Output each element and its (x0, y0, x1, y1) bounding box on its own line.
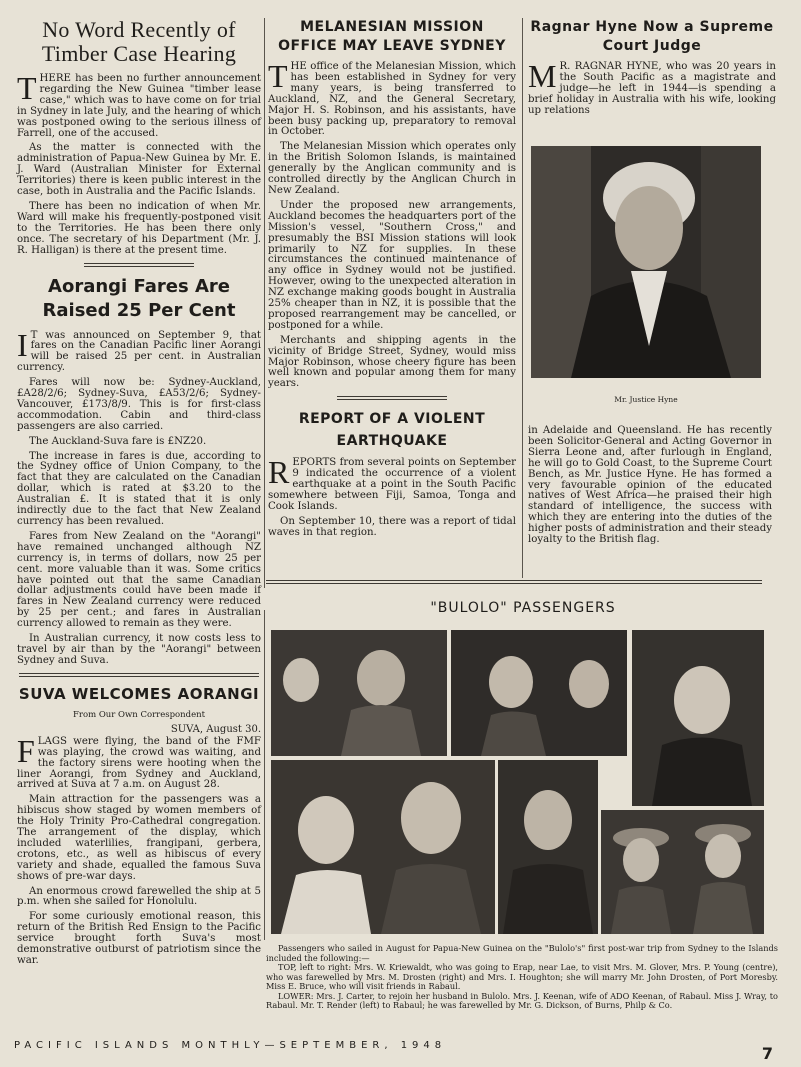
section-divider (266, 580, 762, 584)
column-divider (522, 18, 523, 578)
article-title-timber-case: No Word Recently of Timber Case Hearing (41, 17, 237, 66)
column-right-continued (528, 426, 772, 550)
article-paragraph: On September 10, there was a report of tidal waves in that region. (268, 515, 516, 538)
article-paragraph: in Adelaide and Queensland. He has recently been Solicitor-General and Acting Governor in Sierra Leone and, after furlough in England, he will go to Gold Coast, to the Supreme Court Bench, as Mr. Justice Hyne. He has formed a very favourable opinion of the educated natives of West Africa—he praised their high standard of intelligence, the success with which they are entering into the duties of the higher posts of administration and their steady loyalty to the British flag. (528, 425, 772, 546)
section-divider (84, 263, 194, 267)
photo-feature-caption (266, 944, 778, 1011)
page-footer: PACIFIC ISLANDS MONTHLY—SEPTEMBER, 1948 (14, 1040, 447, 1051)
article-paragraph: In Australian currency, it now costs less to travel by air than by the "Aorangi" between Sydney and Suva. (17, 633, 261, 666)
article-title-earthquake: REPORT OF A VIOLENT EARTHQUAKE (298, 411, 486, 450)
portrait-photo-justice-hyne (531, 146, 761, 378)
byline: From Our Own Correspondent (72, 709, 205, 720)
article-paragraph: LAGS were flying, the band of the FMF was playing, the crowd was waiting, and the factory sirens were hooting when the liner Aorangi, from Sydney and Auckland, arrived at Suva at 7 a.m. on August 28. (17, 735, 261, 791)
column-left (17, 18, 261, 971)
article-paragraph: T was announced on September 9, that fares on the Canadian Pacific liner Aorangi will be raised 25 per cent. in Australian currency. (17, 329, 261, 374)
passenger-photo (271, 630, 447, 756)
passenger-photo (601, 810, 764, 934)
caption-intro: Passengers who sailed in August for Papua-New Guinea on the "Bulolo's" first post-war trip from Sydney to the Islands included the following:— (266, 943, 778, 963)
column-divider (264, 18, 265, 588)
photo-caption: Mr. Justice Hyne (614, 395, 678, 404)
article-title-aorangi-fares: Aorangi Fares Are Raised 25 Per Cent (42, 275, 236, 321)
passenger-photo (271, 760, 495, 934)
page-number: 7 (761, 1044, 773, 1063)
drop-cap: I (17, 326, 28, 363)
section-divider (19, 673, 259, 677)
article-title-melanesian-mission: MELANESIAN MISSION OFFICE MAY LEAVE SYDNEY (278, 19, 506, 54)
column-divider (264, 610, 265, 940)
article-title-ragnar-hyne: Ragnar Hyne Now a Supreme Court Judge (530, 19, 774, 54)
drop-cap: M (528, 58, 557, 94)
article-paragraph: HE office of the Melanesian Mission, which has been established in Sydney for very many years, is being transferred to Auckland, NZ, and the General Secretary, Major H. S. Robinson, and his assistants, have been busy packing up, preparatory to removal in October. (268, 61, 516, 138)
article-paragraph: R. RAGNAR HYNE, who was 20 years in the South Pacific as a magistrate and judge—he left in 1944—is spending a brief holiday in Australia with his wife, looking up relations (528, 61, 776, 116)
article-paragraph: EPORTS from several points on September 9 indicated the occurrence of a violent earthquake at a point in the South Pacific somewhere between Fiji, Samoa, Tonga and Cook Islands. (268, 457, 516, 512)
drop-cap: F (17, 732, 35, 769)
article-paragraph: HERE has been no further announcement regarding the New Guinea "timber lease case," which was to have come on for trial in Sydney in late July, and the hearing of which was postponed owing to the serious illness of Farrell, one of the accused. (17, 73, 261, 139)
drop-cap: T (268, 58, 288, 94)
article-paragraph: The Auckland-Suva fare is £NZ20. (29, 435, 207, 447)
dateline: SUVA, August 30. (170, 723, 261, 735)
drop-cap: T (17, 70, 37, 106)
article-paragraph: The Melanesian Mission which operates only in the British Solomon Islands, is maintained generally by the Anglican community and is controlled directly by the Anglican Church in New Zealand. (268, 141, 516, 196)
section-divider (337, 396, 447, 400)
column-right (528, 18, 776, 121)
article-paragraph: For some curiously emotional reason, this return of the British Red Ensign to the Pacific service brought forth Suva's most demonstrative outburst of patriotism since the war. (17, 911, 261, 966)
caption-lower-row: LOWER: Mrs. J. Carter, to rejoin her husband in Bulolo. Mrs. J. Keenan, wife of ADO Keenan, of Rabaul. Miss J. Wray, to Rabaul. Mr. T. Render (left) to Rabaul; he was farewelled by Mr. G. Dickson, of Burns, Philp & Co. (266, 990, 778, 1010)
article-paragraph: As the matter is connected with the administration of Papua-New Guinea by Mr. E. J. Ward (Australian Minister for External Territories) there is keen public interest in the case, both in Australia and the Pacific Islands. (17, 142, 261, 198)
article-paragraph: Fares will now be: Sydney-Auckland, £A28/2/6; Sydney-Suva, £A53/2/6; Sydney-Vancouver, £173/8/9. This is for first-class accommodation. Cabin and third-class passengers are also carried. (17, 377, 261, 432)
column-middle (268, 18, 516, 543)
photo-feature-title: "BULOLO" PASSENGERS (430, 600, 616, 616)
article-paragraph: Main attraction for the passengers was a hibiscus show staged by women members of the Holy Trinity Pro-Cathedral congregation. The arrangement of the display, which included waterlilies, frangipani, gerbera, crotons, etc., as well as hibiscus of every variety and shade, equalled the famous Suva shows of pre-war days. (17, 794, 261, 882)
article-paragraph: Merchants and shipping agents in the vicinity of Bridge Street, Sydney, would miss Major Robinson, whose cheery figure has been well known and popular among them for many years. (268, 334, 516, 390)
caption-top-row: TOP, left to right: Mrs. W. Kriewaldt, who was going to Erap, near Lae, to visit Mrs. M. Glover, Mrs. P. Young (centre), who was farewelled by Mrs. M. Drosten (right) and Mrs. I. Houghton; she will marry Mr. John Drosten, of Port Moresby. Miss E. Bruce, who will visit friends in Rabaul. (266, 962, 778, 991)
article-paragraph: Fares from New Zealand on the "Aorangi" have remained unchanged although NZ currency is, in terms of dollars, now 25 per cent. more valuable than it was. Some critics have pointed out that the same Canadian dollar adjustments could have been made if fares in New Zealand currency were reduced by 25 per cent.; and fares in Australian currency allowed to remain as they were. (17, 530, 261, 630)
passenger-photo (451, 630, 627, 756)
passenger-photo (632, 630, 764, 806)
article-paragraph: An enormous crowd farewelled the ship at 5 p.m. when she sailed for Honolulu. (17, 885, 261, 908)
article-paragraph: There has been no indication of when Mr. Ward will make his frequently-postponed visit to the Territories. He has been there only once. The secretary of his Department (Mr. J. R. Halligan) is there at the present time. (17, 200, 261, 256)
drop-cap: R (268, 454, 290, 491)
passenger-photo (498, 760, 598, 934)
article-title-suva-welcomes: SUVA WELCOMES AORANGI (18, 684, 260, 703)
portrait-image (531, 146, 761, 378)
article-paragraph: Under the proposed new arrangements, Auckland becomes the headquarters port of the Mission's vessel, "Southern Cross," and presumably the BSI Mission stations will look primarily to NZ for supplies. In these circumstances the continued maintenance of any office in Sydney would not be justified. However, owing to the unexpected alteration in NZ exchange making goods bought in Australia 25% cheaper than in NZ, it is possible that the proposed rearrangement may be cancelled, or postponed for a while. (268, 199, 516, 331)
article-paragraph: The increase in fares is due, according to the Sydney office of Union Company, to the fact that they are calculated on the Canadian dollar, which is rated at $3.20 to the Australian £. It is stated that it is only indirectly due to the fact that New Zealand currency has been revalued. (17, 450, 261, 527)
